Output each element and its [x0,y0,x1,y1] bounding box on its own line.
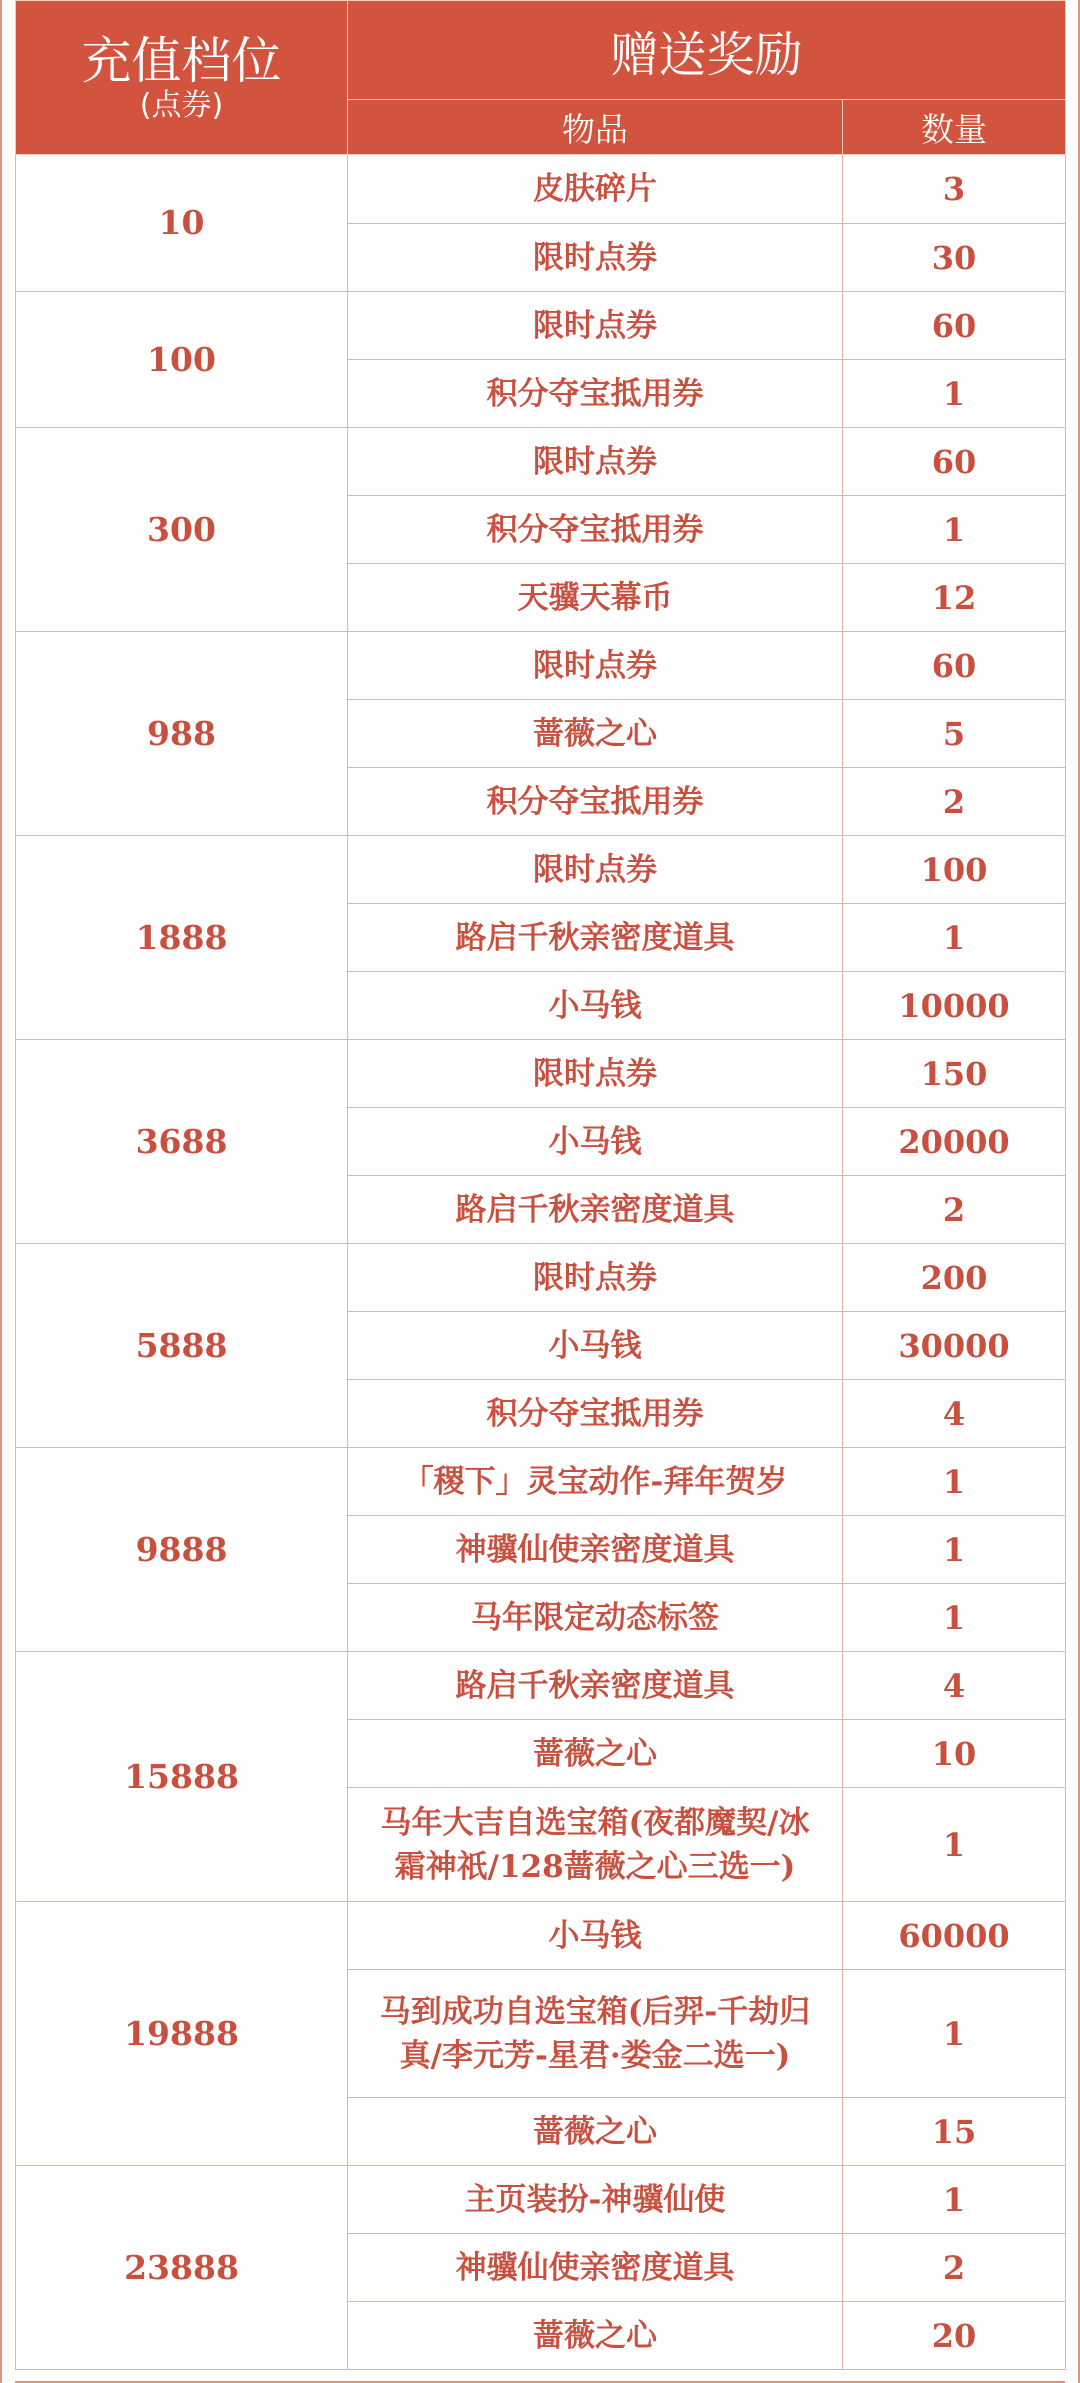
reward-row [16,1652,1066,1720]
reward-item-name: 小马钱 [348,1902,843,1970]
tier-value: 10 [16,155,348,292]
tier-header-unit: (点券) [139,87,224,123]
tier-value: 19888 [16,1902,348,2166]
reward-quantity: 1 [843,496,1066,564]
reward-quantity: 200 [843,1244,1066,1312]
reward-quantity: 20 [843,2302,1066,2370]
reward-row [16,292,1066,360]
reward-quantity: 1 [843,360,1066,428]
reward-row [16,632,1066,700]
reward-quantity: 60 [843,292,1066,360]
reward-quantity: 60 [843,632,1066,700]
tier-value: 23888 [16,2166,348,2370]
recharge-reward-table [15,0,1066,2370]
reward-item-name: 神骥仙使亲密度道具 [348,2234,843,2302]
reward-item-name: 神骥仙使亲密度道具 [348,1516,843,1584]
reward-quantity: 3 [843,155,1066,224]
reward-quantity: 2 [843,2234,1066,2302]
reward-item-name: 小马钱 [348,1108,843,1176]
reward-quantity: 2 [843,768,1066,836]
reward-item-name: 限时点券 [348,632,843,700]
tier-value: 3688 [16,1040,348,1244]
reward-table-container [15,0,1065,2383]
reward-quantity: 1 [843,1788,1066,1902]
reward-item-name: 天骥天幕币 [348,564,843,632]
reward-item-name: 蔷薇之心 [348,1720,843,1788]
reward-item-name: 皮肤碎片 [348,155,843,224]
reward-item-name: 小马钱 [348,1312,843,1380]
reward-quantity: 30000 [843,1312,1066,1380]
reward-item-name: 限时点券 [348,1244,843,1312]
reward-row [16,1448,1066,1516]
reward-quantity: 30 [843,224,1066,292]
reward-header: 赠送奖励 [348,1,1066,100]
reward-quantity: 12 [843,564,1066,632]
reward-item-name: 路启千秋亲密度道具 [348,1176,843,1244]
tier-header-title: 充值档位 [81,31,282,90]
reward-item-name: 蔷薇之心 [348,700,843,768]
reward-item-name: 路启千秋亲密度道具 [348,904,843,972]
reward-row [16,2166,1066,2234]
reward-quantity: 1 [843,1448,1066,1516]
qty-column-header: 数量 [843,100,1066,155]
item-column-header: 物品 [348,100,843,155]
reward-quantity: 150 [843,1040,1066,1108]
reward-item-name: 小马钱 [348,972,843,1040]
reward-item-name: 路启千秋亲密度道具 [348,1652,843,1720]
reward-item-name: 蔷薇之心 [348,2302,843,2370]
tier-value: 300 [16,428,348,632]
reward-quantity: 20000 [843,1108,1066,1176]
tier-header [16,1,348,155]
reward-quantity: 100 [843,836,1066,904]
reward-item-name: 马年限定动态标签 [348,1584,843,1652]
reward-item-name: 积分夺宝抵用券 [348,768,843,836]
reward-item-name: 限时点券 [348,836,843,904]
reward-row [16,155,1066,224]
reward-quantity: 5 [843,700,1066,768]
reward-item-name: 积分夺宝抵用券 [348,496,843,564]
reward-item-name: 限时点券 [348,292,843,360]
reward-quantity: 60 [843,428,1066,496]
reward-row [16,1902,1066,1970]
reward-item-name: 马到成功自选宝箱(后羿-千劫归真/李元芳-星君·娄金二选一) [348,1970,843,2098]
reward-row [16,836,1066,904]
reward-quantity: 2 [843,1176,1066,1244]
reward-item-name: 「稷下」灵宝动作-拜年贺岁 [348,1448,843,1516]
tier-value: 9888 [16,1448,348,1652]
reward-item-name: 限时点券 [348,1040,843,1108]
tier-value: 100 [16,292,348,428]
tier-value: 5888 [16,1244,348,1448]
reward-item-name: 积分夺宝抵用券 [348,360,843,428]
reward-row [16,1244,1066,1312]
reward-item-name: 限时点券 [348,428,843,496]
reward-quantity: 1 [843,904,1066,972]
reward-row [16,1040,1066,1108]
tier-value: 988 [16,632,348,836]
reward-item-name: 限时点券 [348,224,843,292]
reward-quantity: 4 [843,1380,1066,1448]
tier-value: 1888 [16,836,348,1040]
reward-quantity: 4 [843,1652,1066,1720]
reward-quantity: 15 [843,2098,1066,2166]
reward-quantity: 10 [843,1720,1066,1788]
reward-quantity: 10000 [843,972,1066,1040]
reward-item-name: 马年大吉自选宝箱(夜都魔契/冰霜神祇/128蔷薇之心三选一) [348,1788,843,1902]
reward-row [16,428,1066,496]
reward-quantity: 1 [843,1970,1066,2098]
reward-quantity: 1 [843,1516,1066,1584]
reward-item-name: 主页装扮-神骥仙使 [348,2166,843,2234]
reward-quantity: 1 [843,2166,1066,2234]
reward-quantity: 1 [843,1584,1066,1652]
reward-item-name: 积分夺宝抵用券 [348,1380,843,1448]
reward-quantity: 60000 [843,1902,1066,1970]
tier-value: 15888 [16,1652,348,1902]
reward-item-name: 蔷薇之心 [348,2098,843,2166]
reward-table-body [16,155,1066,2370]
